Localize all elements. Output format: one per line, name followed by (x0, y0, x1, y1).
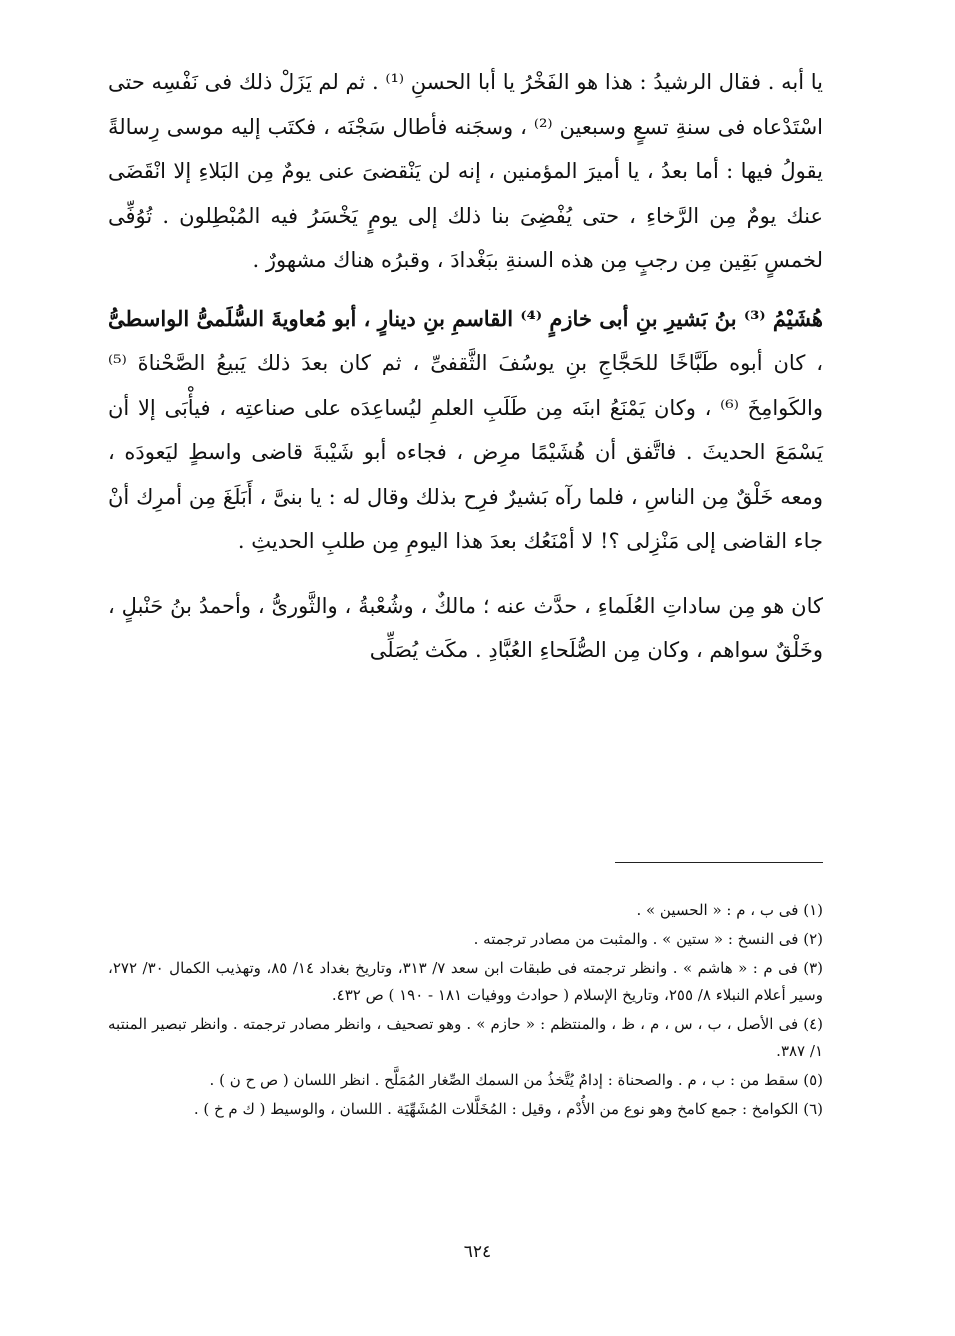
entry-text: ، كان أبوه طَبَّاخًا للحَجَّاجِ بنِ يوسُفَ الثَّقفىِّ ، ثم كان بعدَ ذلك يَبيعُ الصَّحْناةَ ⁽⁵⁾ والكَوامِخَ ⁽⁶⁾ ، وكان يَمْنَعُ ابنَه مِن طَلَبِ العلمِ ليُساعِدَه على صناعتِه ، فيأْبَى إلا أن يَسْمَعَ الحديثَ . فاتَّفق أن هُشَيْمًا مرِض ، فجاءه أبو شَيْبةَ قاضى واسطٍ ليَعودَه ، ومعه خَلْقٌ مِن الناسِ ، فلما رآه بَشيرٌ فرِح بذلك وقال له : يا بنىَّ ، أَبَلَغَ مِن أمرِك أنْ جاء القاضى إلى مَنْزِلى ؟! لا أمْنَعُك بعدَ هذا اليومِ مِن طلبِ الحديثِ . (108, 351, 823, 553)
paragraph-2 (108, 297, 823, 564)
main-text (108, 60, 823, 673)
footnote-2: (٢) فى النسخ : « ستين » . والمثبت من مصادر ترجمته . (473, 930, 823, 948)
footnote-divider (615, 862, 823, 863)
footnote-3: (٣) فى م : « هاشم » . وانظر ترجمته فى طبقات ابن سعد ٧/ ٣١٣، وتاريخ بغداد ١٤/ ٨٥، وتهذيب الكمال ٣٠/ ٢٧٢، وسير أعلام النبلاء ٨/ ٢٥٥، وتاريخ الإسلام ( حوادث ووفيات ١٨١ - ١٩٠ ) ص ٤٣٢. (108, 959, 824, 1004)
footnote-1: (١) فى ب ، م : « الحسين » . (636, 901, 823, 919)
paragraph-1: يا أبه . فقال الرشيدُ : هذا هو الفَخْرُ يا أبا الحسنِ ⁽¹⁾ . ثم لم يَزَلْ ذلك فى نَفْسِه حتى اسْتَدْعاه فى سنةِ تسعٍ وسبعين ⁽²⁾ ، وسجَنه فأطال سَجْنَه ، فكتَب إليه موسى رِسالةً يقولُ فيها : أما بعدُ ، يا أميرَ المؤمنين ، إنه لن يَنْقضىَ عنى يومٌ مِن البَلاءِ إلا انْقَضَى عنك يومٌ مِن الرَّخاءِ ، حتى يُفْضِىَ بنا ذلك إلى يومٍ يَخْسَرُ فيه المُبْطِلون . تُوُفِّى لخمسٍ بَقِين مِن رجبٍ مِن هذه السنةِ ببَغْدادَ ، وقبرُه هناك مشهورٌ . (108, 70, 823, 272)
footnotes (108, 897, 823, 1125)
paragraph-3: كان هو مِن ساداتِ العُلَماءِ ، حدَّث عنه ؛ مالكٌ ، وشُعْبةُ ، والثَّورىُّ ، وأحمدُ بنُ حَنْبلٍ ، وخَلْقٌ سواهم ، وكان مِن الصُّلَحاءِ العُبَّادِ . مكَث يُصَلِّى (108, 593, 823, 662)
footnote-5: (٥) سقط من : ب ، م . والصحناة : إدامٌ يُتَّخذُ من السمك الصِّغار المُمَلَّح . انظر اللسان ( ص ح ن ) . (209, 1071, 823, 1089)
footnote-4: (٤) فى الأصل ، ب ، س ، م ، ظ ، والمنتظم : « حازم » . وهو تصحيف ، وانظر مصادر ترجمته . وانظر تبصير المنتبه ١/ ٣٨٧. (108, 1015, 823, 1060)
entry-heading: هُشَيْمُ ⁽³⁾ بنُ بَشيرِ بنِ أبى خازمٍ ⁽⁴⁾ القاسمِ بنِ دينارٍ ، أبو مُعاويةَ السُّلَمىُّ الواسطىُّ (108, 305, 824, 331)
footnote-6: (٦) الكوامخ : جمع كامخ وهو نوع من الأُدْم ، وقيل : المُخَلَّلات المُشَهِّيَة . اللسان ، والوسيط ( ك م خ ) . (193, 1100, 823, 1118)
page-number: ٦٢٤ (463, 1242, 492, 1262)
